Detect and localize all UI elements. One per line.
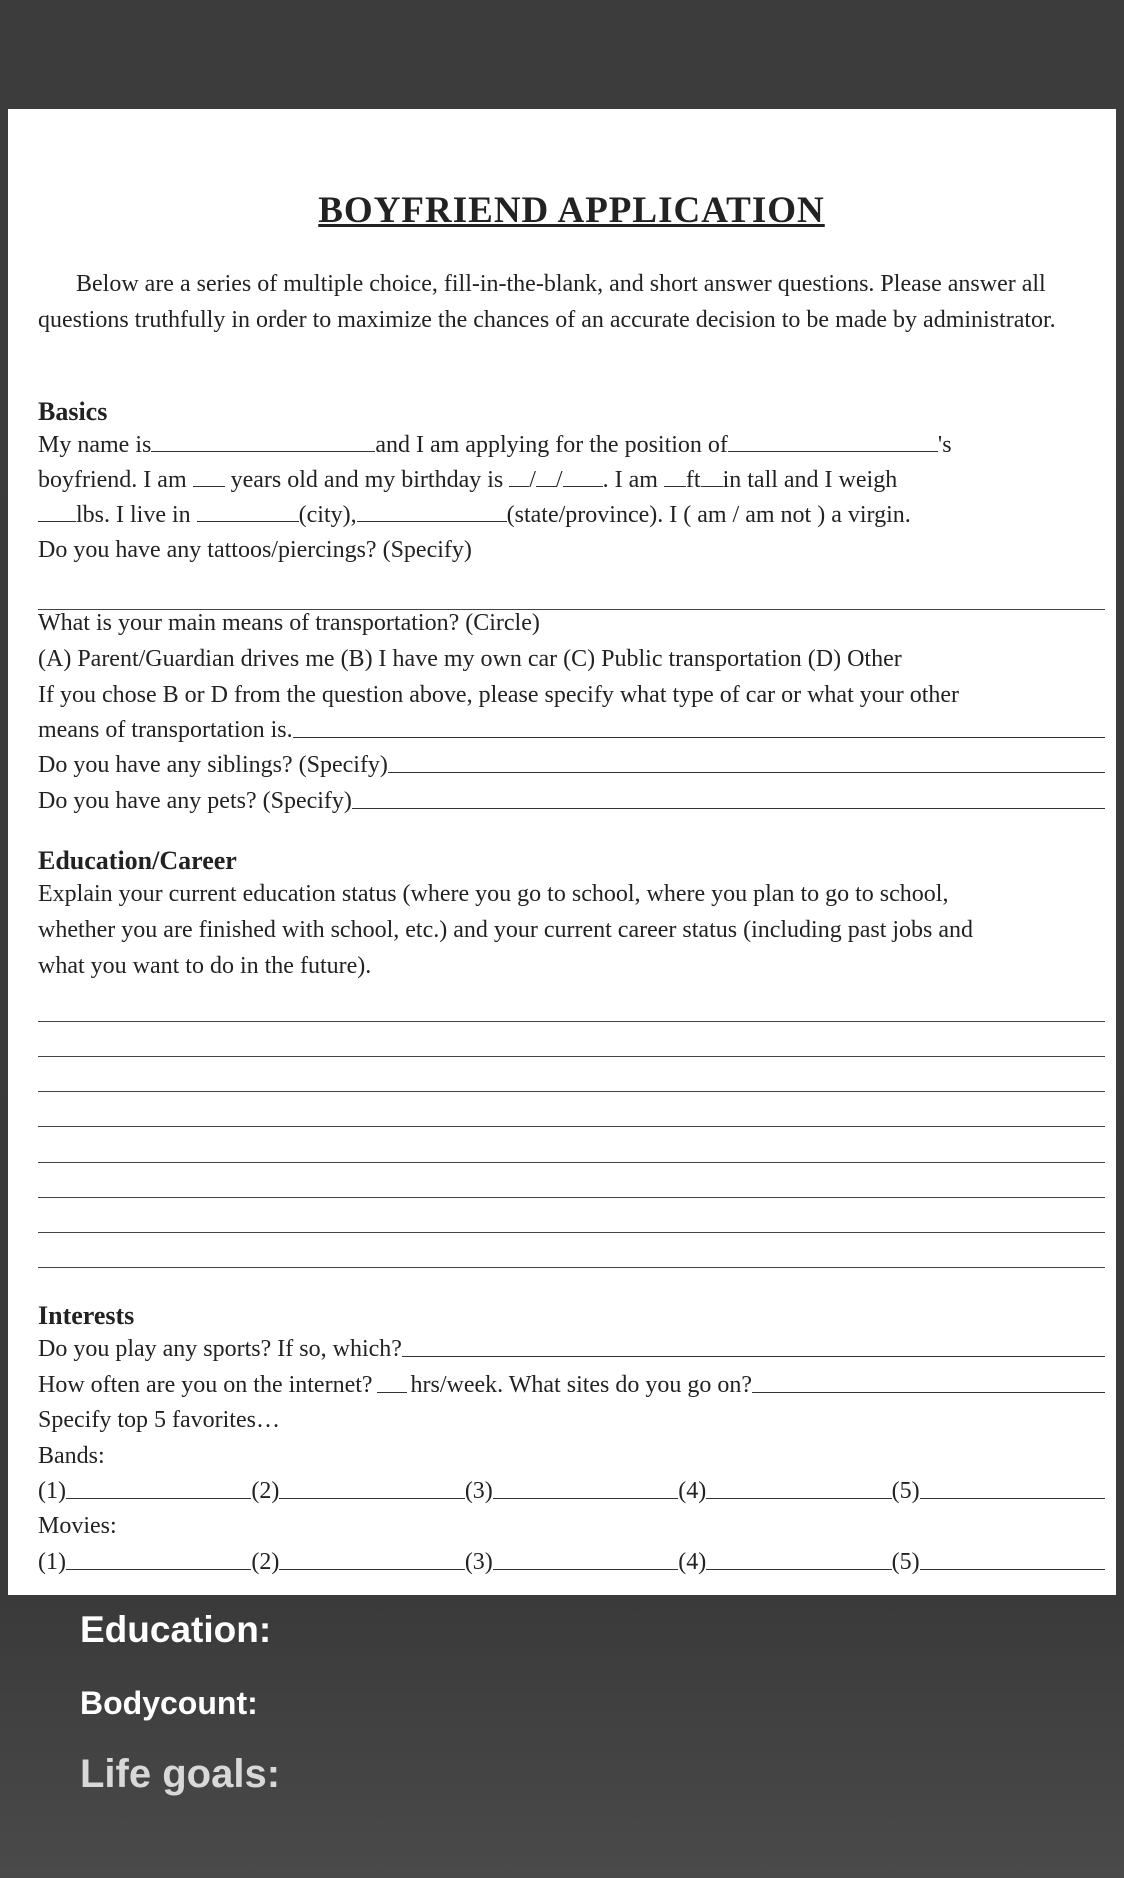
movie-number: (5) xyxy=(891,1549,920,1575)
movie-blank[interactable] xyxy=(279,1549,464,1570)
band-number: (5) xyxy=(891,1478,920,1504)
movie-blank[interactable] xyxy=(493,1549,678,1570)
band-number: (2) xyxy=(251,1478,280,1504)
education-answer-line[interactable] xyxy=(38,1126,1105,1127)
internet-line xyxy=(38,1372,1105,1399)
band-number: (1) xyxy=(38,1478,66,1504)
band-number: (3) xyxy=(464,1478,493,1504)
education-heading: Education/Career xyxy=(38,846,237,875)
name-line xyxy=(38,431,952,459)
name-prefix: My name is xyxy=(38,432,152,458)
education-answer-line[interactable] xyxy=(38,1056,1105,1057)
state-text: (state/province). I ( am / am not ) a virgin. xyxy=(506,502,911,528)
pets-question: Do you have any pets? (Specify) xyxy=(38,788,352,814)
band-blank[interactable] xyxy=(706,1478,891,1499)
hours-blank[interactable] xyxy=(377,1372,407,1393)
residence-line xyxy=(38,501,911,529)
boyfriend-text: boyfriend. I am xyxy=(38,467,187,493)
education-prompt-2: whether you are finished with school, etc.) and your current career status (including past jobs and xyxy=(38,917,974,943)
movie-blank[interactable] xyxy=(920,1549,1105,1570)
siblings-question: Do you have any siblings? (Specify) xyxy=(38,752,388,778)
years-old-text: years old and my birthday is xyxy=(230,467,504,493)
lbs-text: lbs. I live in xyxy=(76,502,191,528)
movie-number: (1) xyxy=(38,1549,66,1575)
band-blank[interactable] xyxy=(66,1478,251,1499)
transport-followup-2 xyxy=(38,717,1105,744)
apostrophe-s: 's xyxy=(937,432,952,458)
ft-text: ft xyxy=(685,467,701,493)
movie-blank[interactable] xyxy=(66,1549,251,1570)
movie-number: (3) xyxy=(464,1549,493,1575)
state-blank[interactable] xyxy=(357,501,507,522)
caption-bodycount: Bodycount: xyxy=(80,1685,258,1721)
birthday-slash-2: / xyxy=(555,467,563,493)
interests-heading: Interests xyxy=(38,1301,135,1330)
band-blank[interactable] xyxy=(279,1478,464,1499)
education-prompt-1: Explain your current education status (where you go to school, where you plan to go to school, xyxy=(38,881,949,907)
transport-question: What is your main means of transportation? (Circle) xyxy=(38,610,540,636)
transport-followup-1: If you chose B or D from the question above, please specify what type of car or what your other xyxy=(38,682,960,708)
inches-blank[interactable] xyxy=(701,466,723,487)
in-tall-text: in tall and I weigh xyxy=(722,467,898,493)
tattoos-question: Do you have any tattoos/piercings? (Specify) xyxy=(38,537,472,563)
transport-followup-text: means of transportation is. xyxy=(38,717,293,743)
applying-text: and I am applying for the position of xyxy=(375,432,728,458)
sports-blank[interactable] xyxy=(402,1336,1105,1357)
caption-life-goals: Life goals: xyxy=(80,1752,281,1796)
movie-number: (4) xyxy=(678,1549,707,1575)
basics-heading: Basics xyxy=(38,397,108,426)
movies-label: Movies: xyxy=(38,1513,117,1539)
weight-blank[interactable] xyxy=(38,501,76,522)
education-answer-line[interactable] xyxy=(38,1232,1105,1233)
education-prompt-3: what you want to do in the future). xyxy=(38,953,372,979)
movies-row xyxy=(38,1549,1105,1576)
education-answer-line[interactable] xyxy=(38,1162,1105,1163)
sports-question: Do you play any sports? If so, which? xyxy=(38,1336,402,1362)
band-number: (4) xyxy=(678,1478,707,1504)
education-answer-line[interactable] xyxy=(38,1021,1105,1022)
birth-month-blank[interactable] xyxy=(509,466,529,487)
bands-row xyxy=(38,1478,1105,1505)
sites-blank[interactable] xyxy=(752,1372,1105,1393)
internet-question: How often are you on the internet? xyxy=(38,1372,373,1398)
sports-line xyxy=(38,1336,1105,1363)
birth-day-blank[interactable] xyxy=(536,466,556,487)
pets-line xyxy=(38,788,1105,815)
position-blank[interactable] xyxy=(728,431,938,452)
document-title: BOYFRIEND APPLICATION xyxy=(318,190,825,231)
band-blank[interactable] xyxy=(920,1478,1105,1499)
birth-year-blank[interactable] xyxy=(563,466,603,487)
transport-options: (A) Parent/Guardian drives me (B) I have my own car (C) Public transportation (D) Other xyxy=(38,646,902,672)
city-text: (city), xyxy=(298,502,357,528)
education-answer-line[interactable] xyxy=(38,1267,1105,1268)
age-blank[interactable] xyxy=(193,466,225,487)
siblings-blank[interactable] xyxy=(388,752,1105,773)
iam-text: . I am xyxy=(602,467,658,493)
sites-question: hrs/week. What sites do you go on? xyxy=(410,1372,753,1398)
caption-education: Education: xyxy=(80,1609,272,1650)
transport-blank[interactable] xyxy=(293,717,1105,738)
intro-paragraph: Below are a series of multiple choice, fill-in-the-blank, and short answer questions. Please answer all questions truthfully in order to maximize the chances of an accurate decision to be made by administrator. xyxy=(38,271,1056,333)
feet-blank[interactable] xyxy=(664,466,686,487)
city-blank[interactable] xyxy=(197,501,299,522)
application-document xyxy=(8,109,1116,1595)
movie-number: (2) xyxy=(251,1549,280,1575)
education-answer-line[interactable] xyxy=(38,1091,1105,1092)
siblings-line xyxy=(38,752,1105,779)
band-blank[interactable] xyxy=(493,1478,678,1499)
top5-prompt: Specify top 5 favorites… xyxy=(38,1407,280,1433)
age-line xyxy=(38,466,897,494)
education-answer-line[interactable] xyxy=(38,1197,1105,1198)
pets-blank[interactable] xyxy=(352,788,1105,809)
name-blank[interactable] xyxy=(151,431,375,452)
birthday-slash-1: / xyxy=(529,467,536,493)
bands-label: Bands: xyxy=(38,1443,105,1469)
movie-blank[interactable] xyxy=(706,1549,891,1570)
